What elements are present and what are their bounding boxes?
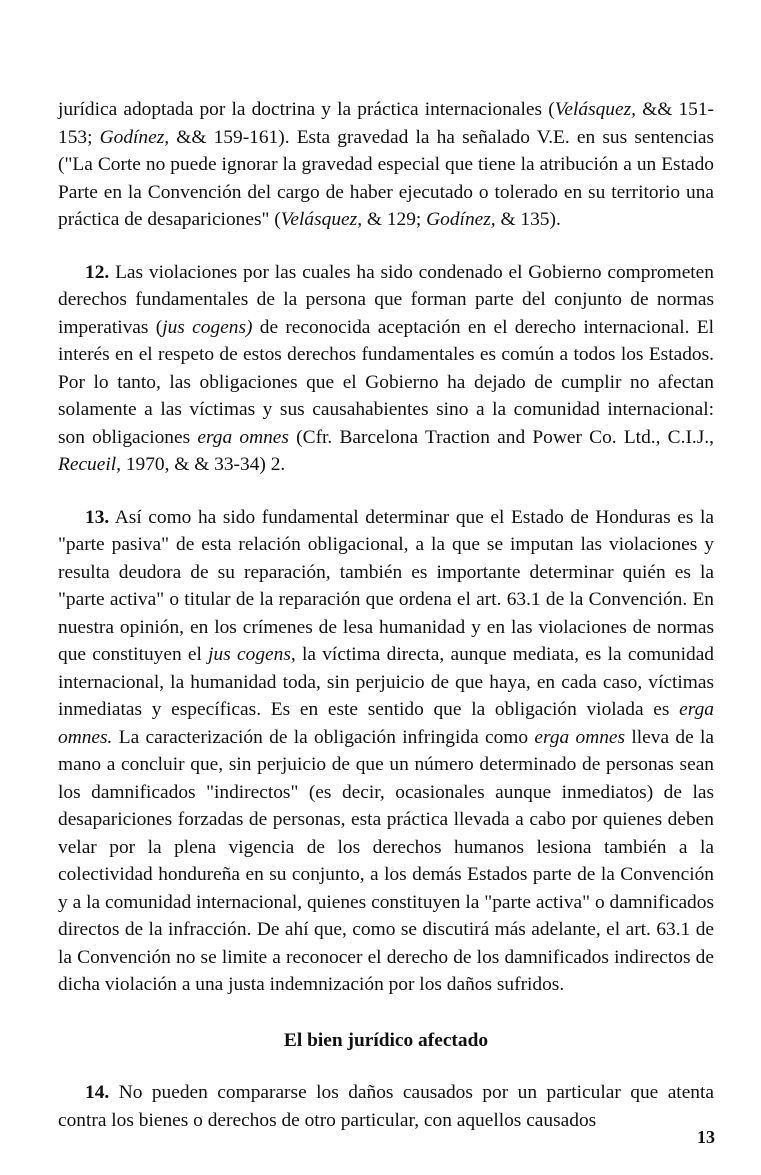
paragraph-11-continuation: jurídica adoptada por la doctrina y la práctica internacionales (Velásquez, && 151-153; Godínez, && 159-161). Esta gravedad la ha señalado V.E. en sus sentencias ("La Corte no puede ignorar la gravedad especial que tiene la atribución a un Estado Parte en la Convención del cargo de haber ejecutado o tolerado en su territorio una práctica de desapariciones" (Velásquez, & 129; Godínez, & 135). [58,99,714,230]
paragraph-13: 13. Así como ha sido fundamental determinar que el Estado de Honduras es la "parte pasiva" de esta relación obligacional, a la que se imputan las violaciones y resulta deudora de su reparación, también es importante determinar quién es la "parte activa" o titular de la reparación que ordena el art. 63.1 de la Convención. En nuestra opinión, en los crímenes de lesa humanidad y en las violaciones de normas que constituyen el jus cogens, la víctima directa, aunque mediata, es la comunidad internacional, la humanidad toda, sin perjuicio de que haya, en cada caso, víctimas inmediatas y específicas. Es en este sentido que la obligación violada es erga omnes. La caracterización de la obligación infringida como erga omnes lleva de la mano a concluir que, sin perjuicio de que un número determinado de personas sean los damnificados "indirectos" (es decir, ocasionales aunque inmediatos) de las desapariciones forzadas de personas, esta práctica llevada a cabo por quienes deben velar por la plena vigencia de los derechos humanos lesiona también a la colectividad hondureña en su conjunto, a los demás Estados parte de la Convención y a la comunidad internacional, quienes constituyen la "parte activa" o damnificados directos de la infracción. De ahí que, como se discutirá más adelante, el art. 63.1 de la Convención no se limite a reconocer el derecho de los damnificados indirectos de dicha violación a una justa indemnización por los daños sufridos. [58,506,715,995]
paragraph-number: 12. [85,261,110,283]
section-heading: El bien jurídico afectado [283,1029,489,1051]
body-text [58,96,714,1134]
paragraph-number: 13. [85,506,110,528]
paragraph-12: 12. Las violaciones por las cuales ha sido condenado el Gobierno comprometen derechos fundamentales de la persona que forman parte del conjunto de normas imperativas (jus cogens) de reconocida aceptación en el derecho internacional. El interés en el respeto de estos derechos fundamentales es común a todos los Estados. Por lo tanto, las obligaciones que el Gobierno ha dejado de cumplir no afectan solamente a las víctimas y sus causahabientes sino a la comunidad internacional: son obligaciones erga omnes (Cfr. Barcelona Traction and Power Co. Ltd., C.I.J., Recueil, 1970, & & 33-34) 2. [58,261,715,475]
paragraph-14: 14. No pueden compararse los daños causados por un particular que atenta contra los bienes o derechos de otro particular, con aquellos causados [58,1082,714,1131]
paragraph-number: 14. [85,1082,110,1103]
page-number: 13 [697,1127,715,1147]
